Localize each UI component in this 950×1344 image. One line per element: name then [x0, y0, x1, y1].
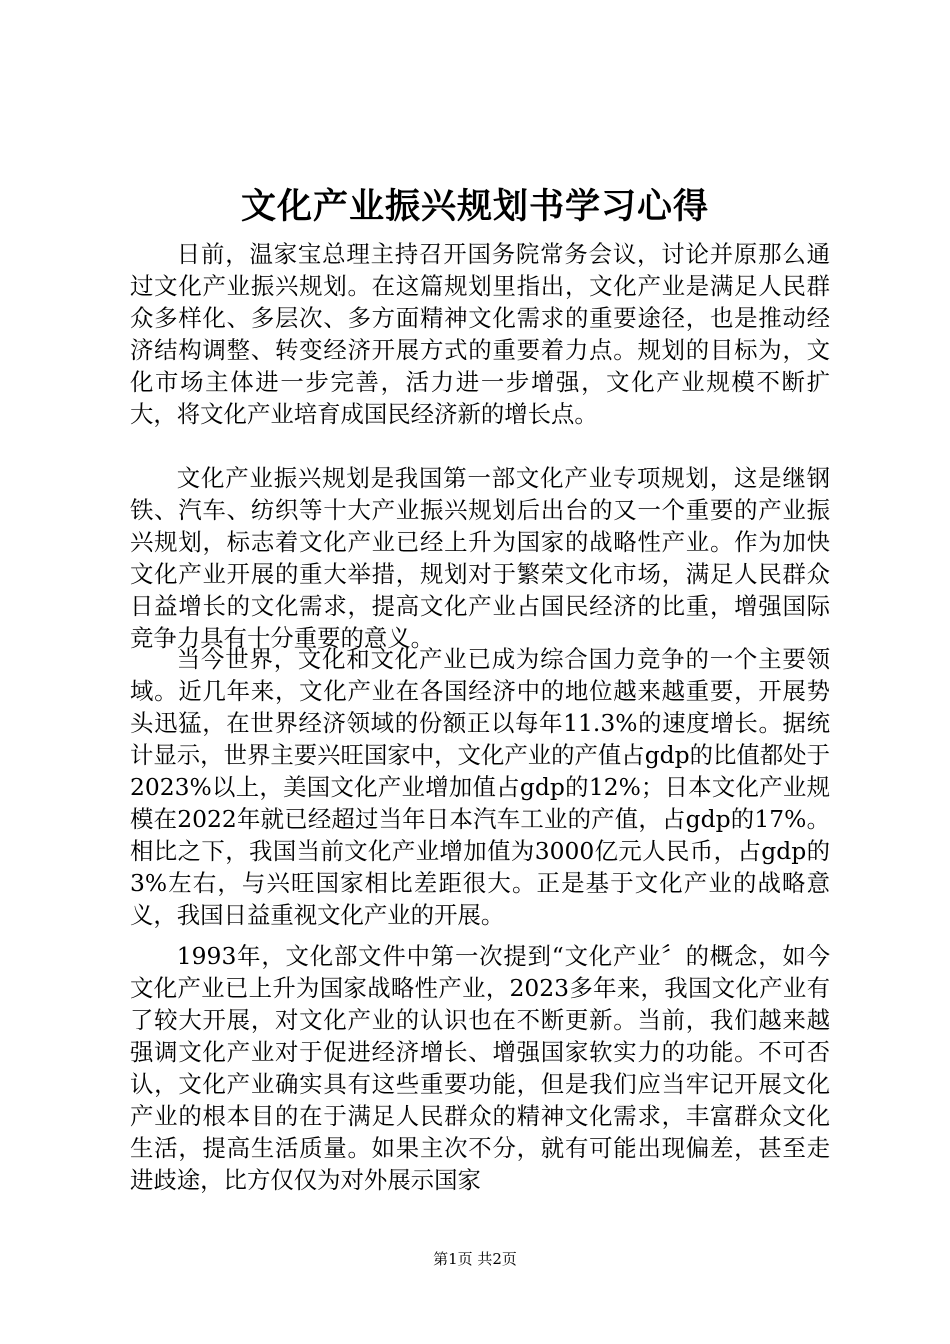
paragraph-2: 文化产业振兴规划是我国第一部文化产业专项规划，这是继钢铁、汽车、纺织等十大产业振兴规划后出台的又一个重要的产业振兴规划，标志着文化产业已经上升为国家的战略性产业。作为加快文化产业开展的重大举措，规划对于繁荣文化市场，满足人民群众日益增长的文化需求，提高文化产业占国民经济的比重，增强国际竞争力具有十分重要的意义。	[130, 464, 830, 652]
document-title: 文化产业振兴规划书学习心得	[240, 186, 709, 227]
paragraph-1: 日前，温家宝总理主持召开国务院常务会议，讨论并原那么通过文化产业振兴规划。在这篇规划里指出，文化产业是满足人民群众多样化、多层次、多方面精神文化需求的重要途径，也是推动经济结构调整、转变经济开展方式的重要着力点。规划的目标为，文化市场主体进一步完善，活力进一步增强，文化产业规模不断扩大，将文化产业培育成国民经济新的增长点。	[130, 240, 830, 428]
page-footer: 第1页 共2页	[433, 1250, 517, 1268]
paragraph-3: 当今世界，文化和文化产业已成为综合国力竞争的一个主要领域。近几年来，文化产业在各国经济中的地位越来越重要，开展势头迅猛，在世界经济领域的份额正以每年11.3%的速度增长。据统计显示，世界主要兴旺国家中，文化产业的产值占gdp的比值都处于2023%以上，美国文化产业增加值占gdp的12%；日本文化产业规模在2022年就已经超过当年日本汽车工业的产值，占gdp的17%。相比之下，我国当前文化产业增加值为3000亿元人民币，占gdp的3%左右，与兴旺国家相比差距很大。正是基于文化产业的战略意义，我国日益重视文化产业的开展。	[130, 645, 830, 929]
paragraph-4: 1993年，文化部文件中第一次提到“文化产业〞的概念，如今文化产业已上升为国家战略性产业，2023多年来，我国文化产业有了较大开展，对文化产业的认识也在不断更新。当前，我们越来越强调文化产业对于促进经济增长、增强国家软实力的功能。不可否认，文化产业确实具有这些重要功能，但是我们应当牢记开展文化产业的根本目的在于满足人民群众的精神文化需求，丰富群众文化生活，提高生活质量。如果主次不分，就有可能出现偏差，甚至走进歧途，比方仅仅为对外展示国家	[130, 942, 830, 1194]
